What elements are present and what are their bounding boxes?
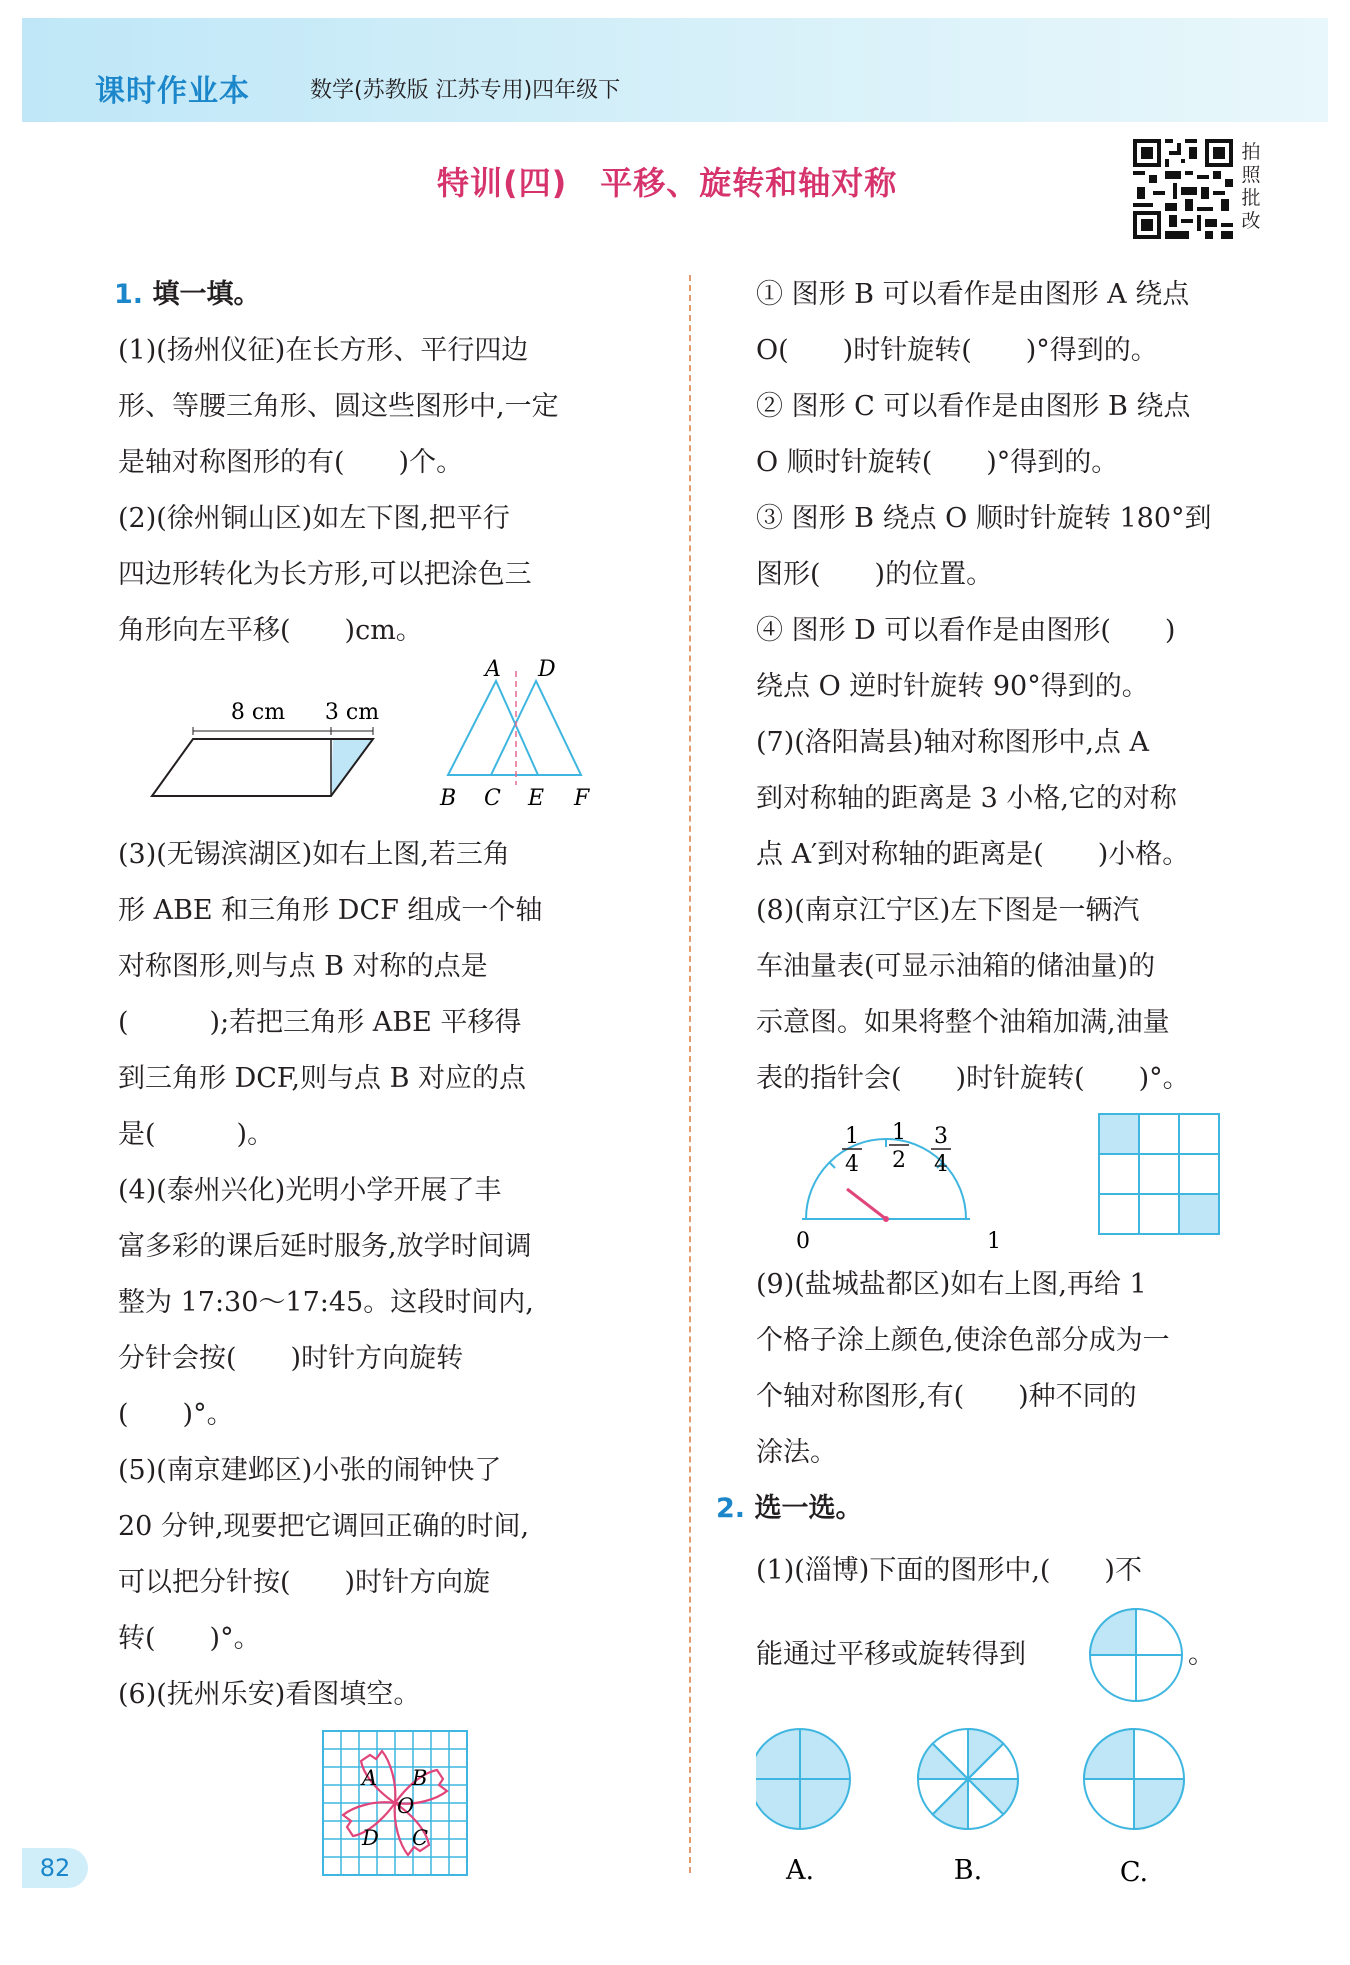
qr-code-icon[interactable] (1133, 139, 1233, 239)
length-label-8cm: 8 cm (230, 700, 286, 725)
point-f-label: F (574, 786, 590, 811)
length-label-3cm: 3 cm (324, 700, 380, 725)
section-2-number: 2. (716, 1493, 746, 1524)
gauge-quarter-numerator: 1 (845, 1124, 859, 1149)
gauge-needle (847, 1189, 886, 1219)
question-line: 能通过平移或旋转得到 (756, 1639, 1026, 1670)
qr-label-char: 批 (1241, 187, 1261, 209)
question-line: 个格子涂上颜色,使涂色部分成为一 (756, 1325, 1170, 1356)
page-number: 82 (22, 1848, 88, 1888)
question-line: (8)(南京江宁区)左下图是一辆汽 (756, 895, 1140, 926)
parallelogram-triangles-figure (118, 659, 663, 827)
figure-6 (118, 1727, 663, 1897)
gauge-full-label: 1 (987, 1229, 1001, 1254)
question-line: (1)(扬州仪征)在长方形、平行四边 (118, 335, 529, 366)
question-line: (1)(淄博)下面的图形中,( )不 (756, 1555, 1142, 1586)
point-d-label: D (538, 659, 556, 682)
gauge-half-numerator: 1 (892, 1120, 906, 1145)
question-line: ( );若把三角形 ABE 平移得 (118, 1007, 522, 1038)
question-line: O( )时针旋转( )°得到的。 (756, 335, 1158, 366)
parallelogram-figure (152, 700, 379, 796)
question-line: 到对称轴的距离是 3 小格,它的对称 (756, 783, 1177, 814)
gauge-empty-label: 0 (796, 1229, 810, 1254)
column-divider (689, 275, 691, 1873)
question-line: 形 ABE 和三角形 DCF 组成一个轴 (118, 895, 543, 926)
section-1-heading (114, 267, 663, 323)
section-2-label: 选一选。 (754, 1493, 863, 1524)
question-line: (4)(泰州兴化)光明小学开展了丰 (118, 1175, 502, 1206)
q2-1-line2 (756, 1603, 1266, 1703)
question-line: O 顺时针旋转( )°得到的。 (756, 447, 1119, 478)
gauge-arc (806, 1139, 966, 1219)
shape-d-label: D (362, 1826, 379, 1850)
rotation-grid-figure (118, 1727, 663, 1897)
question-line: ① 图形 B 可以看作是由图形 A 绕点 (756, 279, 1190, 310)
option-c-figure (1084, 1729, 1184, 1829)
qr-label-char: 拍 (1241, 141, 1261, 163)
question-line: 。 (1188, 1639, 1215, 1670)
shape-a-label: A (362, 1766, 378, 1790)
point-b-label: B (440, 786, 457, 811)
point-a-label: A (485, 659, 501, 682)
section-1-label: 填一填。 (152, 279, 261, 310)
options-row (756, 1725, 1266, 1895)
question-line: 富多彩的课后延时服务,放学时间调 (118, 1231, 532, 1262)
question-line: 车油量表(可显示油箱的储油量)的 (756, 951, 1156, 982)
question-line: 表的指针会( )时针旋转( )°。 (756, 1063, 1190, 1094)
question-line: ③ 图形 B 绕点 O 顺时针旋转 180°到 (756, 503, 1212, 534)
point-o-label: O (397, 1794, 415, 1818)
option-a-figure (756, 1729, 850, 1829)
qr-label-char: 照 (1241, 164, 1261, 186)
triangle-abe (448, 681, 538, 775)
question-line: 形、等腰三角形、圆这些图形中,一定 (118, 391, 559, 422)
brand-title: 课时作业本 (95, 74, 250, 109)
question-line: 四边形转化为长方形,可以把涂色三 (118, 559, 532, 590)
question-line: 图形( )的位置。 (756, 559, 994, 590)
right-column (716, 267, 1266, 1895)
question-line: 涂法。 (756, 1437, 837, 1468)
question-line: 个轴对称图形,有( )种不同的 (756, 1381, 1137, 1412)
question-line: 是轴对称图形的有( )个。 (118, 447, 464, 478)
question-line: 分针会按( )时针方向旋转 (118, 1343, 464, 1374)
question-line: 整为 17:30～17:45。这段时间内, (118, 1287, 534, 1318)
shape-b-label: B (412, 1766, 428, 1790)
shape-c-label: C (412, 1826, 429, 1850)
gauge-quarter-denominator: 4 (845, 1152, 859, 1177)
option-b-figure (918, 1729, 1018, 1829)
fuel-gauge (796, 1120, 1001, 1254)
question-line: 转( )°。 (118, 1623, 261, 1654)
qr-label-char: 改 (1241, 210, 1261, 232)
gauge-three-quarter-denominator: 4 (934, 1152, 948, 1177)
triangles-figure (448, 671, 581, 785)
question-line: (9)(盐城盐都区)如右上图,再给 1 (756, 1269, 1147, 1300)
page-title: 特训(四) 平移、旋转和轴对称 (437, 164, 898, 202)
left-column (114, 267, 663, 1897)
gauge-half-denominator: 2 (892, 1148, 906, 1173)
point-e-label: E (528, 786, 545, 811)
question-line: 到三角形 DCF,则与点 B 对应的点 (118, 1063, 527, 1094)
question-line: (2)(徐州铜山区)如左下图,把平行 (118, 503, 510, 534)
figures-row-2 (756, 1107, 1266, 1257)
question-line: 是( )。 (118, 1119, 275, 1150)
gauge-grid-figure (756, 1107, 1266, 1257)
question-line: 角形向左平移( )cm。 (118, 615, 423, 646)
nine-square-grid (1099, 1114, 1219, 1234)
subject-line: 数学(苏教版 江苏专用)四年级下 (310, 78, 621, 103)
figures-row-1 (118, 659, 663, 827)
section-1-number: 1. (114, 279, 144, 310)
point-c-label: C (484, 786, 501, 811)
question-line: (6)(抚州乐安)看图填空。 (118, 1679, 421, 1710)
question-line: (7)(洛阳嵩县)轴对称图形中,点 A (756, 727, 1149, 758)
target-circle-figure (1086, 1605, 1186, 1705)
option-a-label: A. (785, 1855, 815, 1886)
question-line: 20 分钟,现要把它调回正确的时间, (118, 1511, 530, 1542)
question-line: ④ 图形 D 可以看作是由图形( ) (756, 615, 1176, 646)
option-b-label: B. (953, 1855, 983, 1886)
question-line: 示意图。如果将整个油箱加满,油量 (756, 1007, 1170, 1038)
option-c-label: C. (1119, 1857, 1149, 1888)
triangle-dcf (491, 681, 581, 775)
question-line: 可以把分针按( )时针方向旋 (118, 1567, 491, 1598)
qr-label (1238, 141, 1264, 233)
question-line: 点 A′到对称轴的距离是( )小格。 (756, 839, 1190, 870)
question-line: (3)(无锡滨湖区)如右上图,若三角 (118, 839, 510, 870)
question-line: (5)(南京建邺区)小张的闹钟快了 (118, 1455, 502, 1486)
section-2-heading (716, 1481, 1266, 1537)
gauge-three-quarter-numerator: 3 (934, 1124, 948, 1149)
question-line: 绕点 O 逆时针旋转 90°得到的。 (756, 671, 1149, 702)
question-line: 对称图形,则与点 B 对称的点是 (118, 951, 488, 982)
question-line: ( )°。 (118, 1399, 234, 1430)
question-line: ② 图形 C 可以看作是由图形 B 绕点 (756, 391, 1191, 422)
options-figures (756, 1725, 1266, 1895)
